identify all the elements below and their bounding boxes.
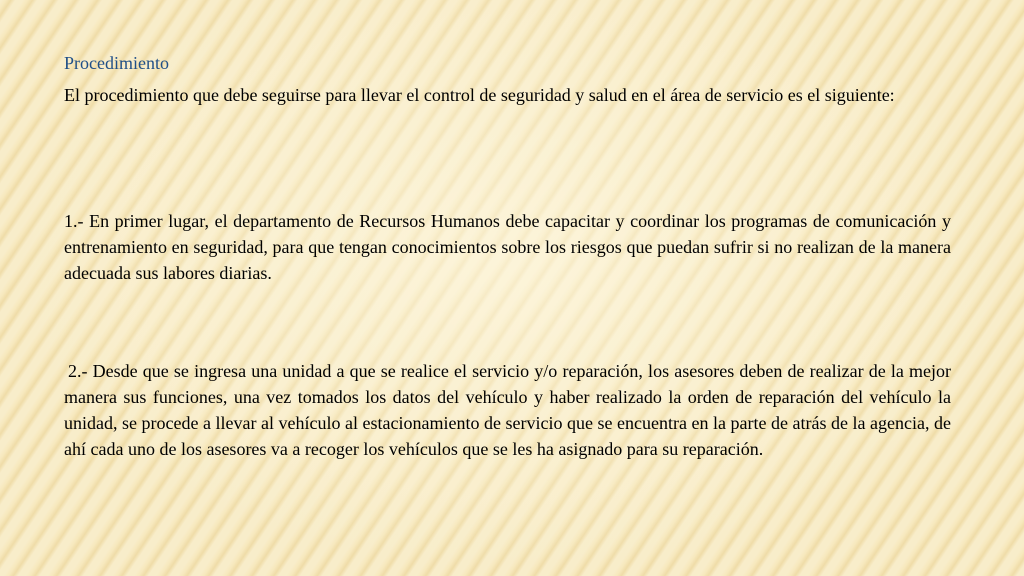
slide-content [64,50,951,459]
step-2-paragraph: 2.- Desde que se ingresa una unidad a que se realice el servicio y/o reparación, los asesores deben de realizar de la mejor manera sus funciones, una vez tomados los datos del vehículo y haber realizado la orden de reparación del vehículo la unidad, se procede a llevar al vehículo al estacionamiento de servicio que se encuentra en la parte de atrás de la agencia, de ahí cada uno de los asesores va a recoger los vehículos que se les ha asignado para su reparación. [64,361,951,459]
slide-heading: Procedimiento [64,53,169,73]
intro-paragraph: El procedimiento que debe seguirse para llevar el control de seguridad y salud en el área de servicio es el siguiente: [64,85,895,105]
step-1-paragraph: 1.- En primer lugar, el departamento de Recursos Humanos debe capacitar y coordinar los programas de comunicación y entrenamiento en seguridad, para que tengan conocimientos sobre los riesgos que puedan sufrir si no realizan de la manera adecuada sus labores diarias. [64,211,951,283]
